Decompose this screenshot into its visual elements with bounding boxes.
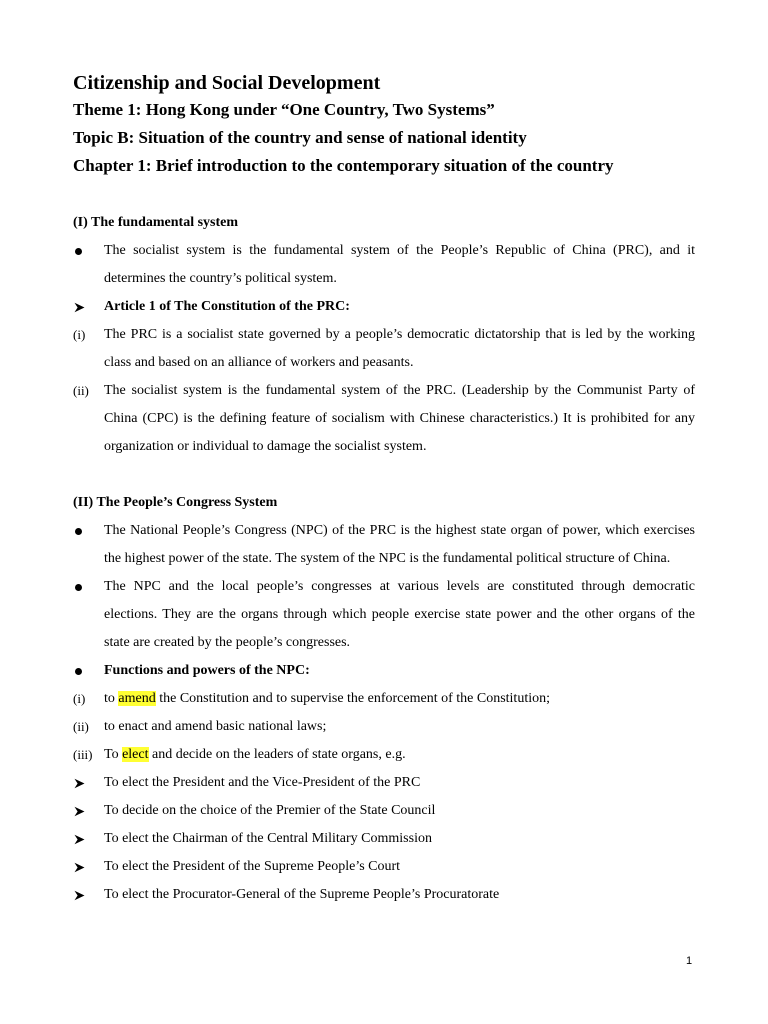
elect-item: To elect the President and the Vice-President of the PRC	[104, 775, 421, 790]
article-heading: Article 1 of The Constitution of the PRC:	[104, 299, 350, 314]
section-spacer	[73, 461, 695, 489]
roman-numeral-marker: (iii)	[73, 747, 93, 762]
title-block	[73, 70, 713, 180]
roman-numeral-marker: (ii)	[73, 383, 89, 398]
paragraph: The socialist system is the fundamental system of the People’s Republic of China (PRC), and it determines the country’s political system.	[104, 243, 695, 286]
text-run: to	[104, 691, 119, 706]
list-item	[73, 741, 695, 769]
list-item	[73, 797, 695, 825]
document-title: Citizenship and Social Development	[73, 72, 381, 94]
bullet-icon	[73, 517, 104, 545]
chapter-heading: Chapter 1: Brief introduction to the contemporary situation of the country	[73, 156, 614, 175]
list-item	[73, 321, 695, 377]
highlighted-word: elect	[122, 747, 149, 762]
elect-item: To elect the Chairman of the Central Military Commission	[104, 831, 432, 846]
section-heading-fundamental-system: (I) The fundamental system	[73, 215, 239, 230]
list-item	[73, 825, 695, 853]
arrowhead-icon	[73, 797, 104, 825]
list-item	[73, 517, 695, 573]
document-body	[73, 209, 695, 909]
elect-item: To elect the President of the Supreme People’s Court	[104, 859, 401, 874]
text-run: and decide on the leaders of state organs, e.g.	[148, 747, 406, 762]
paragraph: The NPC and the local people’s congresses at various levels are constituted through democratic elections. They are the organs through which people exercise state power and the other organs of the state are created by the people’s congresses.	[104, 579, 695, 650]
elect-item: To decide on the choice of the Premier of the State Council	[104, 803, 436, 818]
arrowhead-icon	[73, 769, 104, 797]
elect-item: To elect the Procurator-General of the Supreme People’s Procuratorate	[104, 887, 500, 902]
text-run: the Constitution and to supervise the enforcement of the Constitution;	[155, 691, 550, 706]
list-item	[73, 237, 695, 293]
theme-heading: Theme 1: Hong Kong under “One Country, Two Systems”	[73, 100, 495, 119]
list-item	[73, 685, 695, 713]
list-item	[73, 881, 695, 909]
list-item	[73, 573, 695, 657]
paragraph	[104, 685, 695, 713]
bullet-icon	[73, 657, 104, 685]
paragraph: The socialist system is the fundamental system of the PRC. (Leadership by the Communist Party of China (CPC) is the defining feature of socialism with Chinese characteristics.) It is prohibited for any organization or individual to damage the socialist system.	[104, 383, 695, 454]
bullet-icon	[73, 237, 104, 265]
highlighted-word: amend	[118, 691, 156, 706]
paragraph: The National People’s Congress (NPC) of the PRC is the highest state organ of power, which exercises the highest power of the state. The system of the NPC is the fundamental political structure of China.	[104, 523, 695, 566]
roman-numeral-marker: (i)	[73, 691, 86, 706]
bullet-icon	[73, 573, 104, 601]
list-item	[73, 769, 695, 797]
arrowhead-icon	[73, 825, 104, 853]
list-item	[73, 657, 695, 685]
paragraph	[104, 741, 695, 769]
list-item	[73, 293, 695, 321]
page-number: 1	[686, 955, 693, 967]
section-heading-peoples-congress: (II) The People’s Congress System	[73, 495, 278, 510]
text-run: To	[104, 747, 123, 762]
arrowhead-icon	[73, 853, 104, 881]
arrowhead-icon	[73, 293, 104, 321]
roman-numeral-marker: (i)	[73, 327, 86, 342]
paragraph: to enact and amend basic national laws;	[104, 719, 327, 734]
roman-numeral-marker: (ii)	[73, 719, 89, 734]
topic-heading: Topic B: Situation of the country and sense of national identity	[73, 128, 527, 147]
list-item	[73, 377, 695, 461]
functions-heading: Functions and powers of the NPC:	[104, 663, 310, 678]
paragraph: The PRC is a socialist state governed by a people’s democratic dictatorship that is led by the working class and based on an alliance of workers and peasants.	[104, 327, 695, 370]
list-item	[73, 853, 695, 881]
list-item	[73, 713, 695, 741]
arrowhead-icon	[73, 881, 104, 909]
